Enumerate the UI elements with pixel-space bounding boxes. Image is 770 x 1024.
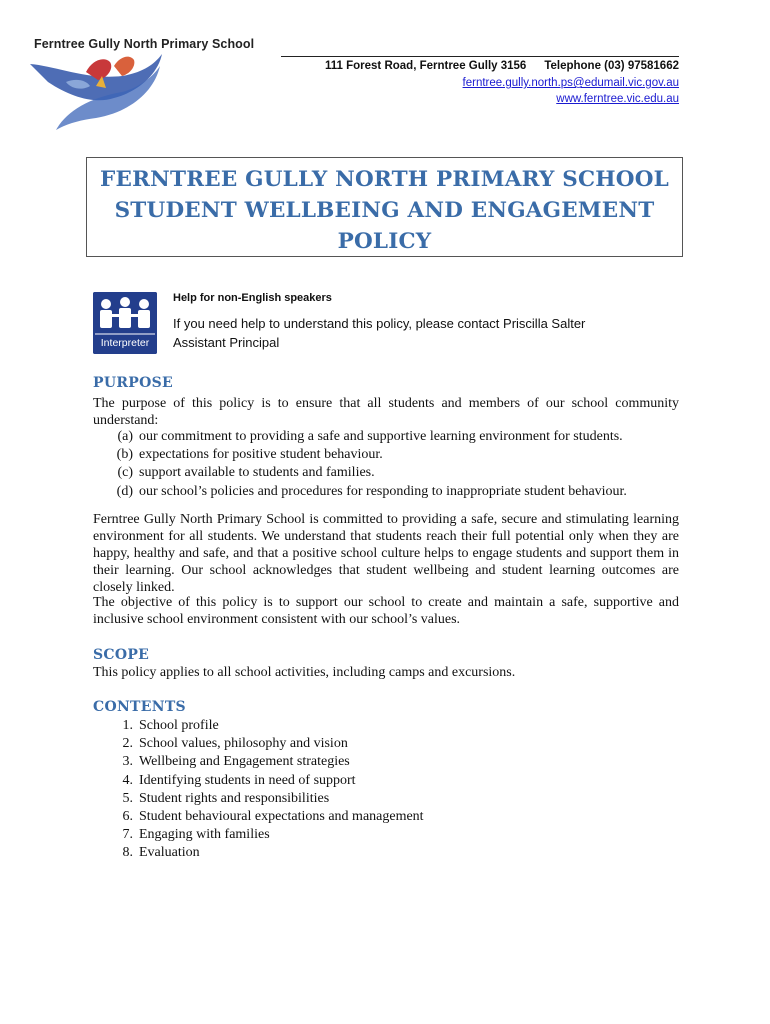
title-line-1: FERNTREE GULLY NORTH PRIMARY SCHOOL: [100, 167, 669, 192]
help-line-1: If you need help to understand this policy, please contact Priscilla Salter: [173, 316, 586, 331]
purpose-intro: The purpose of this policy is to ensure that all students and members of our school community understand:: [93, 396, 679, 428]
title-line-2: STUDENT WELLBEING AND ENGAGEMENT: [114, 198, 655, 223]
interpreter-label: Interpreter: [100, 337, 150, 349]
scope-text: This policy applies to all school activities, including camps and excursions.: [93, 665, 516, 680]
help-title: Help for non-English speakers: [173, 292, 332, 304]
school-telephone: Telephone (03) 97581662: [544, 60, 679, 72]
purpose-paragraph-1: Ferntree Gully North Primary School is committed to providing a safe, secure and stimulating learning environment for all students. We understand that students reach their full potential only when they are happy, healthy and safe, and that a positive school culture helps to engage students and support them in their learning. Our school acknowledges that student wellbeing and student learning outcomes are closely linked.: [93, 512, 679, 595]
list-item: 3. Wellbeing and Engagement strategies: [122, 754, 350, 770]
interpreter-icon: [93, 292, 157, 354]
school-logo-icon: [26, 52, 166, 132]
list-item: 2. School values, philosophy and vision: [122, 736, 348, 752]
school-address: 111 Forest Road, Ferntree Gully 3156: [324, 60, 527, 72]
list-item: 4. Identifying students in need of support: [122, 772, 356, 788]
contents-list: [93, 717, 693, 863]
list-item: (b) expectations for positive student behaviour.: [116, 447, 383, 463]
list-item: 8. Evaluation: [122, 845, 200, 861]
purpose-list: [93, 428, 693, 501]
help-text: [173, 314, 673, 352]
school-address-line: [325, 60, 679, 72]
list-item: 5. Student rights and responsibilities: [122, 790, 330, 806]
header-divider: [281, 56, 679, 57]
list-item: 6. Student behavioural expectations and management: [122, 809, 424, 825]
email-link[interactable]: ferntree.gully.north.ps@edumail.vic.gov.au: [462, 77, 679, 89]
list-item: (a) our commitment to providing a safe and supportive learning environment for students.: [117, 429, 623, 444]
list-item: (c) support available to students and families.: [117, 465, 375, 481]
list-item: 7. Engaging with families: [122, 827, 270, 843]
document-title-box: [86, 157, 683, 257]
list-item: (d) our school’s policies and procedures for responding to inappropriate student behaviour.: [116, 483, 627, 499]
title-line-3: POLICY: [337, 229, 432, 254]
website-link[interactable]: www.ferntree.vic.edu.au: [556, 93, 679, 105]
list-item: 1. School profile: [122, 718, 219, 733]
purpose-heading: PURPOSE: [93, 375, 173, 391]
contents-heading: CONTENTS: [93, 699, 186, 715]
school-name: Ferntree Gully North Primary School: [34, 37, 255, 51]
help-line-2: Assistant Principal: [173, 335, 280, 350]
scope-heading: SCOPE: [93, 647, 150, 663]
purpose-paragraph-2: The objective of this policy is to support our school to create and maintain a safe, supportive and inclusive school environment consistent with our school’s values.: [93, 595, 679, 627]
